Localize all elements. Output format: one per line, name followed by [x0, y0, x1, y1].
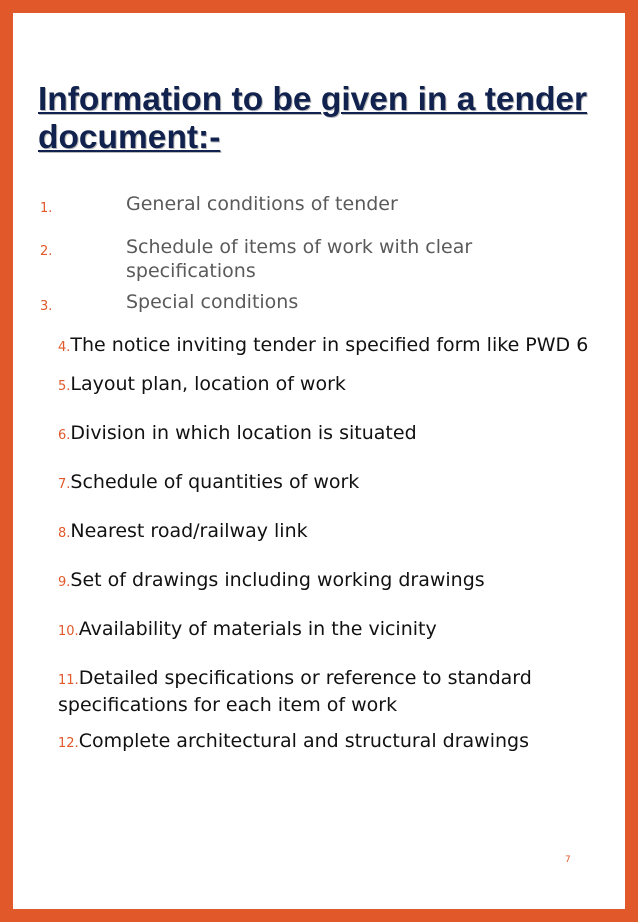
list-item: [58, 519, 598, 546]
list-item-number: 10.: [58, 624, 79, 639]
list-item-number: 7.: [58, 477, 71, 492]
list-item-number: 8.: [58, 526, 71, 541]
list-item-number: 2.: [40, 244, 53, 259]
list-item: [58, 568, 598, 595]
list-item: [58, 729, 598, 756]
list-item: [58, 617, 598, 644]
list-item-text: Layout plan, location of work: [70, 373, 346, 395]
list-item-number: 6.: [58, 428, 71, 443]
primary-list: [40, 192, 600, 333]
list-item-text: The notice inviting tender in specified form like PWD 6: [70, 334, 589, 356]
list-item-text: Detailed specifications or reference to standard specifications for each item of work: [58, 667, 532, 716]
list-item: [58, 666, 598, 717]
list-item-text: General conditions of tender: [126, 193, 398, 215]
list-item-number: 4.: [58, 340, 71, 355]
slide-page: [13, 13, 625, 909]
list-item-text: Division in which location is situated: [70, 422, 417, 444]
list-item-text: Special conditions: [126, 291, 299, 313]
list-item-text: Set of drawings including working drawings: [70, 569, 485, 591]
list-item: [58, 421, 598, 448]
page-number: 7: [565, 855, 571, 865]
list-item-number: 5.: [58, 379, 71, 394]
list-item-number: 3.: [40, 299, 53, 314]
list-item-text: Availability of materials in the vicinity: [78, 618, 437, 640]
list-item: [58, 372, 598, 399]
page-title: Information to be given in a tender document:-: [38, 81, 588, 156]
list-item-text: Complete architectural and structural drawings: [78, 730, 529, 752]
list-item: [40, 290, 600, 319]
list-item-number: 1.: [40, 201, 53, 216]
list-item: [58, 470, 598, 497]
list-item: [40, 235, 600, 283]
list-item-number: 9.: [58, 575, 71, 590]
list-item-number: 11.: [58, 673, 79, 688]
list-item-text: Schedule of quantities of work: [70, 471, 360, 493]
list-item: [40, 192, 600, 221]
list-item-number: 12.: [58, 736, 79, 751]
secondary-list: [58, 333, 598, 768]
list-item-text: Nearest road/railway link: [70, 520, 308, 542]
list-item-text: Schedule of items of work with clear specifications: [126, 236, 473, 282]
list-item: [58, 333, 598, 360]
